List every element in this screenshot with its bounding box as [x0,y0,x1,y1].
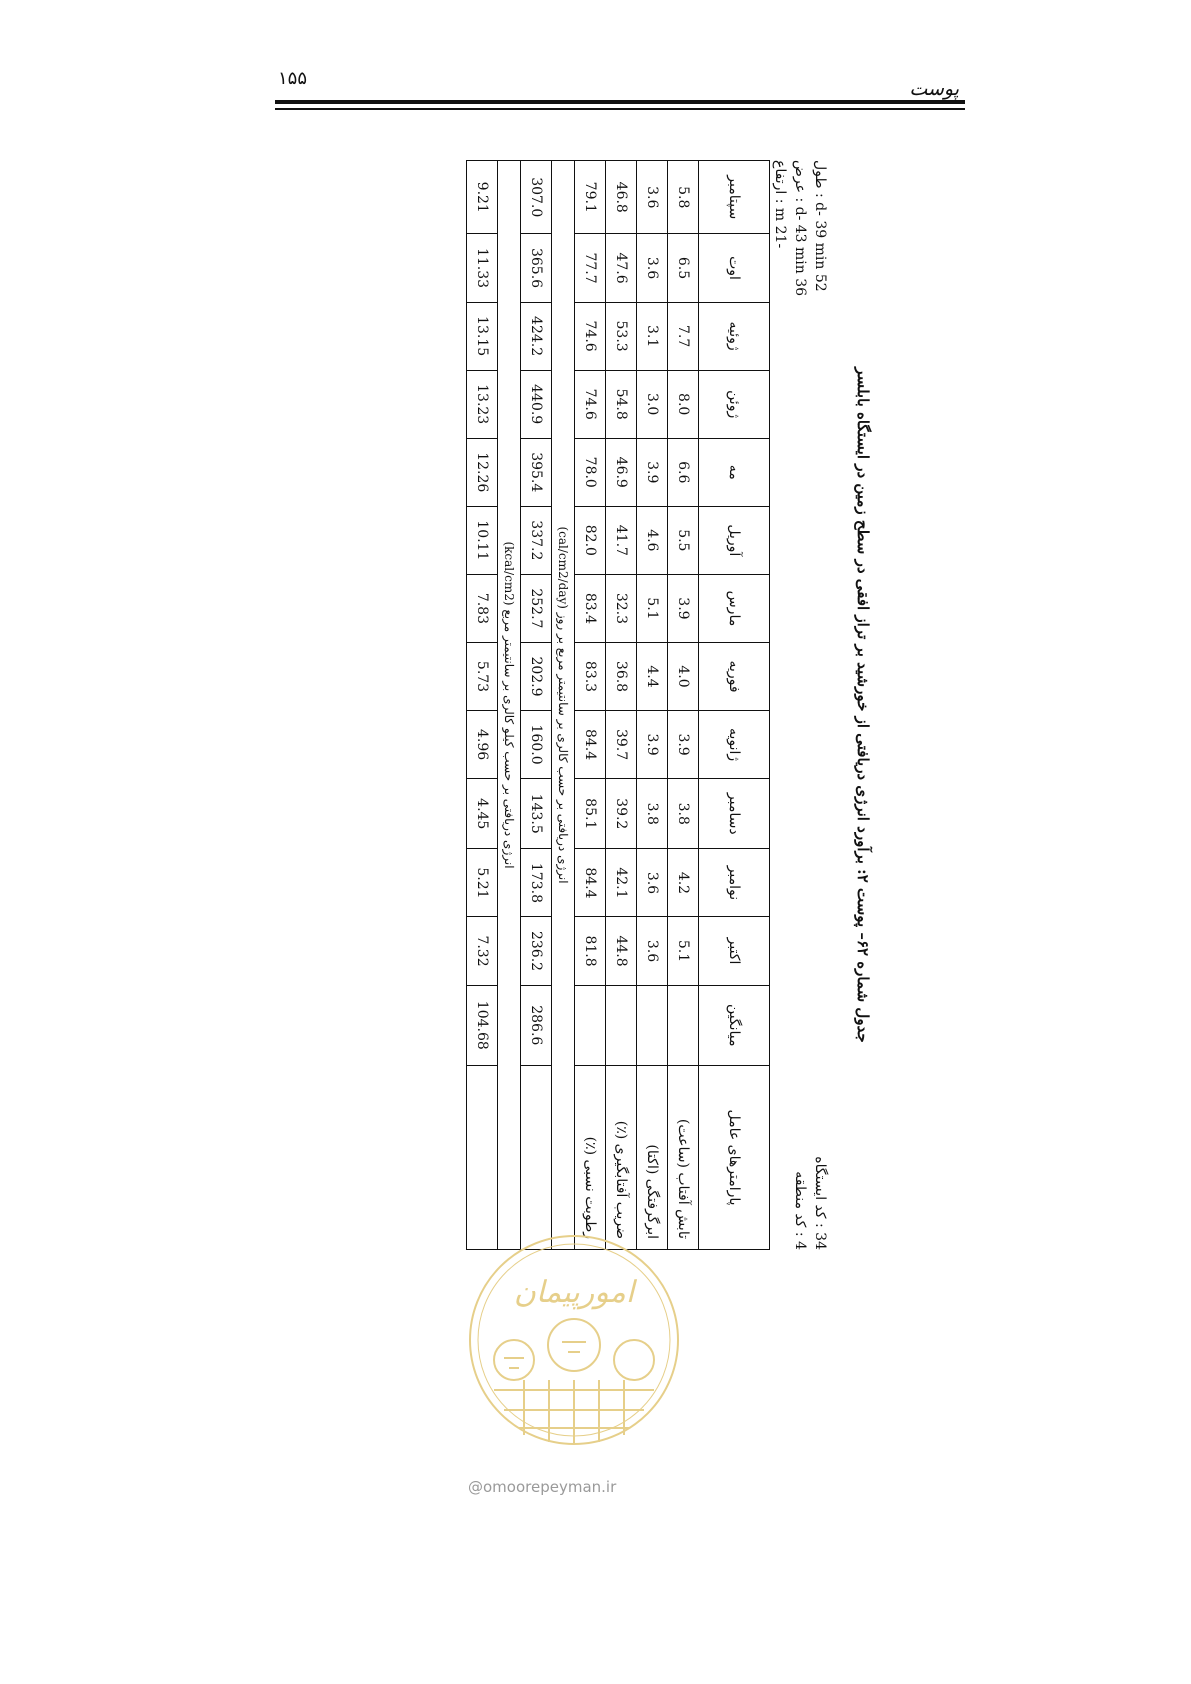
month-header: مارس [699,574,770,642]
table-cell: 7.7 [668,302,699,370]
table-cell: 83.3 [575,642,606,710]
energy-cal-caption-row [552,161,575,1250]
header-rule-thick [275,100,965,104]
energy-kcal-mean: 104.68 [467,985,498,1065]
table-cell: 143.5 [521,779,552,849]
table-cell: 3.9 [668,574,699,642]
table-cell: 36.8 [606,642,637,710]
table-cell: 3.9 [668,711,699,779]
watermark-site: @omoorepeyman.ir [468,1478,617,1496]
table-cell: 54.8 [606,370,637,438]
month-header: سپتامبر [699,161,770,234]
station-codes [790,1156,830,1250]
param-header: پارامترهای عامل [699,1066,770,1250]
energy-cal-row [521,161,552,1250]
table-cell: 77.7 [575,234,606,302]
table-cell: 5.8 [668,161,699,234]
table-cell: 5.1 [637,574,668,642]
table-cell: 82.0 [575,506,606,574]
table-cell: 4.45 [467,779,498,849]
table-cell: 53.3 [606,302,637,370]
row-label: ضریب آفتابگیری (٪) [606,1066,637,1250]
energy-cal-mean: 286.6 [521,985,552,1065]
table-cell: 85.1 [575,779,606,849]
page-number: ۱۵۵ [278,68,308,89]
table-cell: 4.2 [668,849,699,917]
table-cell: 307.0 [521,161,552,234]
month-header: مه [699,438,770,506]
longitude: 52 d- 39 min : طول [812,160,828,292]
table-cell: 74.6 [575,302,606,370]
table-cell: 3.6 [637,161,668,234]
table-cell: 6.5 [668,234,699,302]
table-cell: 47.6 [606,234,637,302]
month-header: آوریل [699,506,770,574]
table-cell: 32.3 [606,574,637,642]
table-cell: 4.96 [467,711,498,779]
table-cell: 3.0 [637,370,668,438]
table-title: جدول شماره ۶۲– پوست ۲: برآورد انرژی دریافتی از خورشید بر تراز افقی در سطح زمین در ایستگاه بابلسر [854,367,872,1043]
table-cell: 160.0 [521,711,552,779]
table-cell: 39.7 [606,711,637,779]
watermark-logo [464,1230,684,1450]
table-cell: 74.6 [575,370,606,438]
table-row [575,161,606,1250]
table-cell: 337.2 [521,506,552,574]
table-cell: 365.6 [521,234,552,302]
table-header-row [699,161,770,1250]
table-cell: 3.8 [668,779,699,849]
table-row [637,161,668,1250]
table-cell: 84.4 [575,711,606,779]
watermark-logo-text: امورپیمان [513,1275,635,1310]
table-cell: 39.2 [606,779,637,849]
table-cell: 78.0 [575,438,606,506]
table-cell: 236.2 [521,917,552,985]
table-cell: 13.15 [467,302,498,370]
table-cell: 8.0 [668,370,699,438]
region-code: 4 : کد منطقه [792,1171,808,1250]
table-cell: 5.5 [668,506,699,574]
row-label: رطوبت نسبی (٪) [575,1066,606,1250]
month-header: اوت [699,234,770,302]
table-cell: 10.11 [467,506,498,574]
table-cell: 3.1 [637,302,668,370]
row-mean [575,985,606,1065]
row-mean [637,985,668,1065]
row-mean [668,985,699,1065]
solar-energy-table [466,160,770,1250]
month-header: نوامبر [699,849,770,917]
month-header: اکتبر [699,917,770,985]
table-cell: 41.7 [606,506,637,574]
table-cell: 6.6 [668,438,699,506]
table-cell: 424.2 [521,302,552,370]
table-cell: 173.8 [521,849,552,917]
table-cell: 4.4 [637,642,668,710]
table-cell: 3.8 [637,779,668,849]
row-label: تابش آفتاب (ساعت) [668,1066,699,1250]
altitude: -21 m : ارتفاع [772,160,788,249]
energy-kcal-caption: انرژی دریافتی بر حسب کیلو کالری بر سانتیمتر مربع (kcal/cm2) [498,161,521,1250]
table-cell: 3.9 [637,711,668,779]
table-cell: 79.1 [575,161,606,234]
table-cell: 3.6 [637,917,668,985]
table-cell: 3.9 [637,438,668,506]
month-header: دسامبر [699,779,770,849]
table-cell: 5.21 [467,849,498,917]
table-cell: 3.6 [637,849,668,917]
table-cell: 5.1 [668,917,699,985]
table-cell: 81.8 [575,917,606,985]
table-cell: 84.4 [575,849,606,917]
row-label: ابرگرفتگی (اکتا) [637,1066,668,1250]
table-cell: 11.33 [467,234,498,302]
month-header: ژوئیه [699,302,770,370]
energy-cal-caption: انرژی دریافتی بر حسب کالری بر سانتیمتر مربع بر روز (cal/cm2/day) [552,161,575,1250]
row-label-empty [521,1066,552,1250]
table-cell: 7.83 [467,574,498,642]
table-cell: 5.73 [467,642,498,710]
table-cell: 83.4 [575,574,606,642]
rotated-table-block [330,150,880,1260]
table-row [606,161,637,1250]
table-cell: 46.8 [606,161,637,234]
station-coordinates [770,160,830,296]
station-code: 34 : کد ایستگاه [812,1156,828,1250]
table-cell: 395.4 [521,438,552,506]
table-row [668,161,699,1250]
table-cell: 3.6 [637,234,668,302]
table-cell: 252.7 [521,574,552,642]
table-cell: 4.0 [668,642,699,710]
latitude: 36 d- 43 min : عرض [792,160,808,297]
month-header: فوریه [699,642,770,710]
energy-kcal-caption-row [498,161,521,1250]
table-cell: 42.1 [606,849,637,917]
table-cell: 46.9 [606,438,637,506]
table-cell: 13.23 [467,370,498,438]
row-label-empty [467,1066,498,1250]
chapter-title: پوست [909,78,959,100]
table-cell: 440.9 [521,370,552,438]
mean-header: میانگین [699,985,770,1065]
table-cell: 9.21 [467,161,498,234]
header-rule-thin [275,108,965,110]
table-cell: 202.9 [521,642,552,710]
month-header: ژوئن [699,370,770,438]
table-cell: 44.8 [606,917,637,985]
table-cell: 4.6 [637,506,668,574]
energy-kcal-row [467,161,498,1250]
month-header: ژانویه [699,711,770,779]
table-cell: 12.26 [467,438,498,506]
table-cell: 7.32 [467,917,498,985]
row-mean [606,985,637,1065]
